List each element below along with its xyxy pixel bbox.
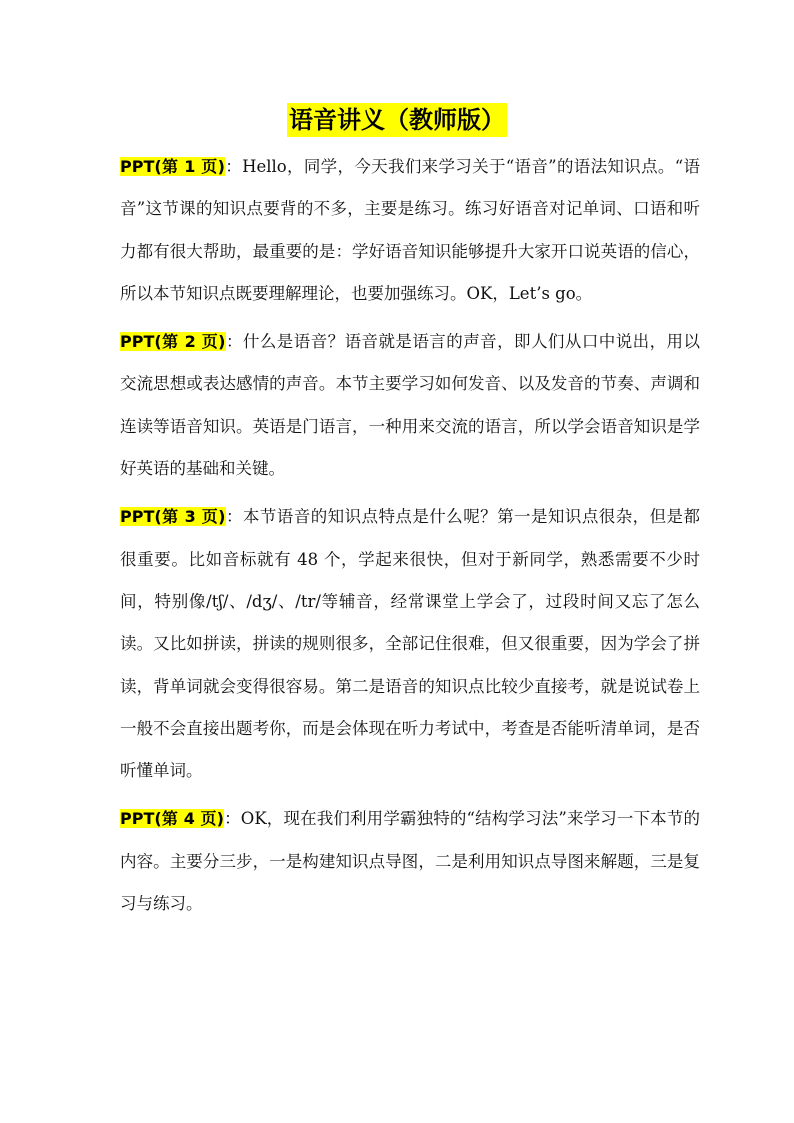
paragraph-ppt-3 [120,496,700,792]
ppt-page-tag: PPT(第 2 页) [120,332,226,352]
tag-colon: ： [224,809,241,829]
paragraph-ppt-1 [120,146,700,315]
tag-colon: ： [225,332,243,352]
document-title: 语音讲义（教师版） [287,103,507,137]
paragraph-text: OK，现在我们利用学霸独特的“结构学习法”来学习一下本节的内容。主要分三步，一是构建知识点导图，二是利用知识点导图来解题，三是复习与练习。 [120,809,700,914]
ppt-page-tag: PPT(第 3 页) [120,507,226,527]
ppt-page-tag: PPT(第 4 页) [120,809,224,829]
paragraph-text: Hello，同学，今天我们来学习关于“语音”的语法知识点。“语音”这节课的知识点要背的不多，主要是练习。练习好语音对记单词、口语和听力都有很大帮助，最重要的是：学好语音知识能够提升大家开口说英语的信心，所以本节知识点既要理解理论，也要加强练习。OK，Let’s go。 [120,157,700,303]
tag-colon: ： [225,507,243,527]
paragraph-ppt-2 [120,321,700,490]
tag-colon: ： [224,157,243,176]
document-body [120,146,700,931]
paragraph-ppt-4 [120,798,700,925]
paragraph-text: 本节语音的知识点特点是什么呢？第一是知识点很杂，但是都很重要。比如音标就有 48 个，学起来很快，但对于新同学，熟悉需要不少时间，特别像/tʃ/、/dʒ/、/tr/等辅音，经常课堂上学会了，过段时间又忘了怎么读。又比如拼读，拼读的规则很多，全部记住很难，但又很重要，因为学会了拼读，背单词就会变得很容易。第二是语音的知识点比较少直接考，就是说试卷上一般不会直接出题考你，而是会体现在听力考试中，考查是否能听清单词，是否听懂单词。 [120,507,701,781]
title-container [0,103,794,137]
paragraph-text: 什么是语音？语音就是语言的声音，即人们从口中说出，用以交流思想或表达感情的声音。本节主要学习如何发音、以及发音的节奏、声调和连读等语音知识。英语是门语言，一种用来交流的语言，所以学会语音知识是学好英语的基础和关键。 [120,332,701,479]
ppt-page-tag: PPT(第 1 页) [120,157,225,176]
